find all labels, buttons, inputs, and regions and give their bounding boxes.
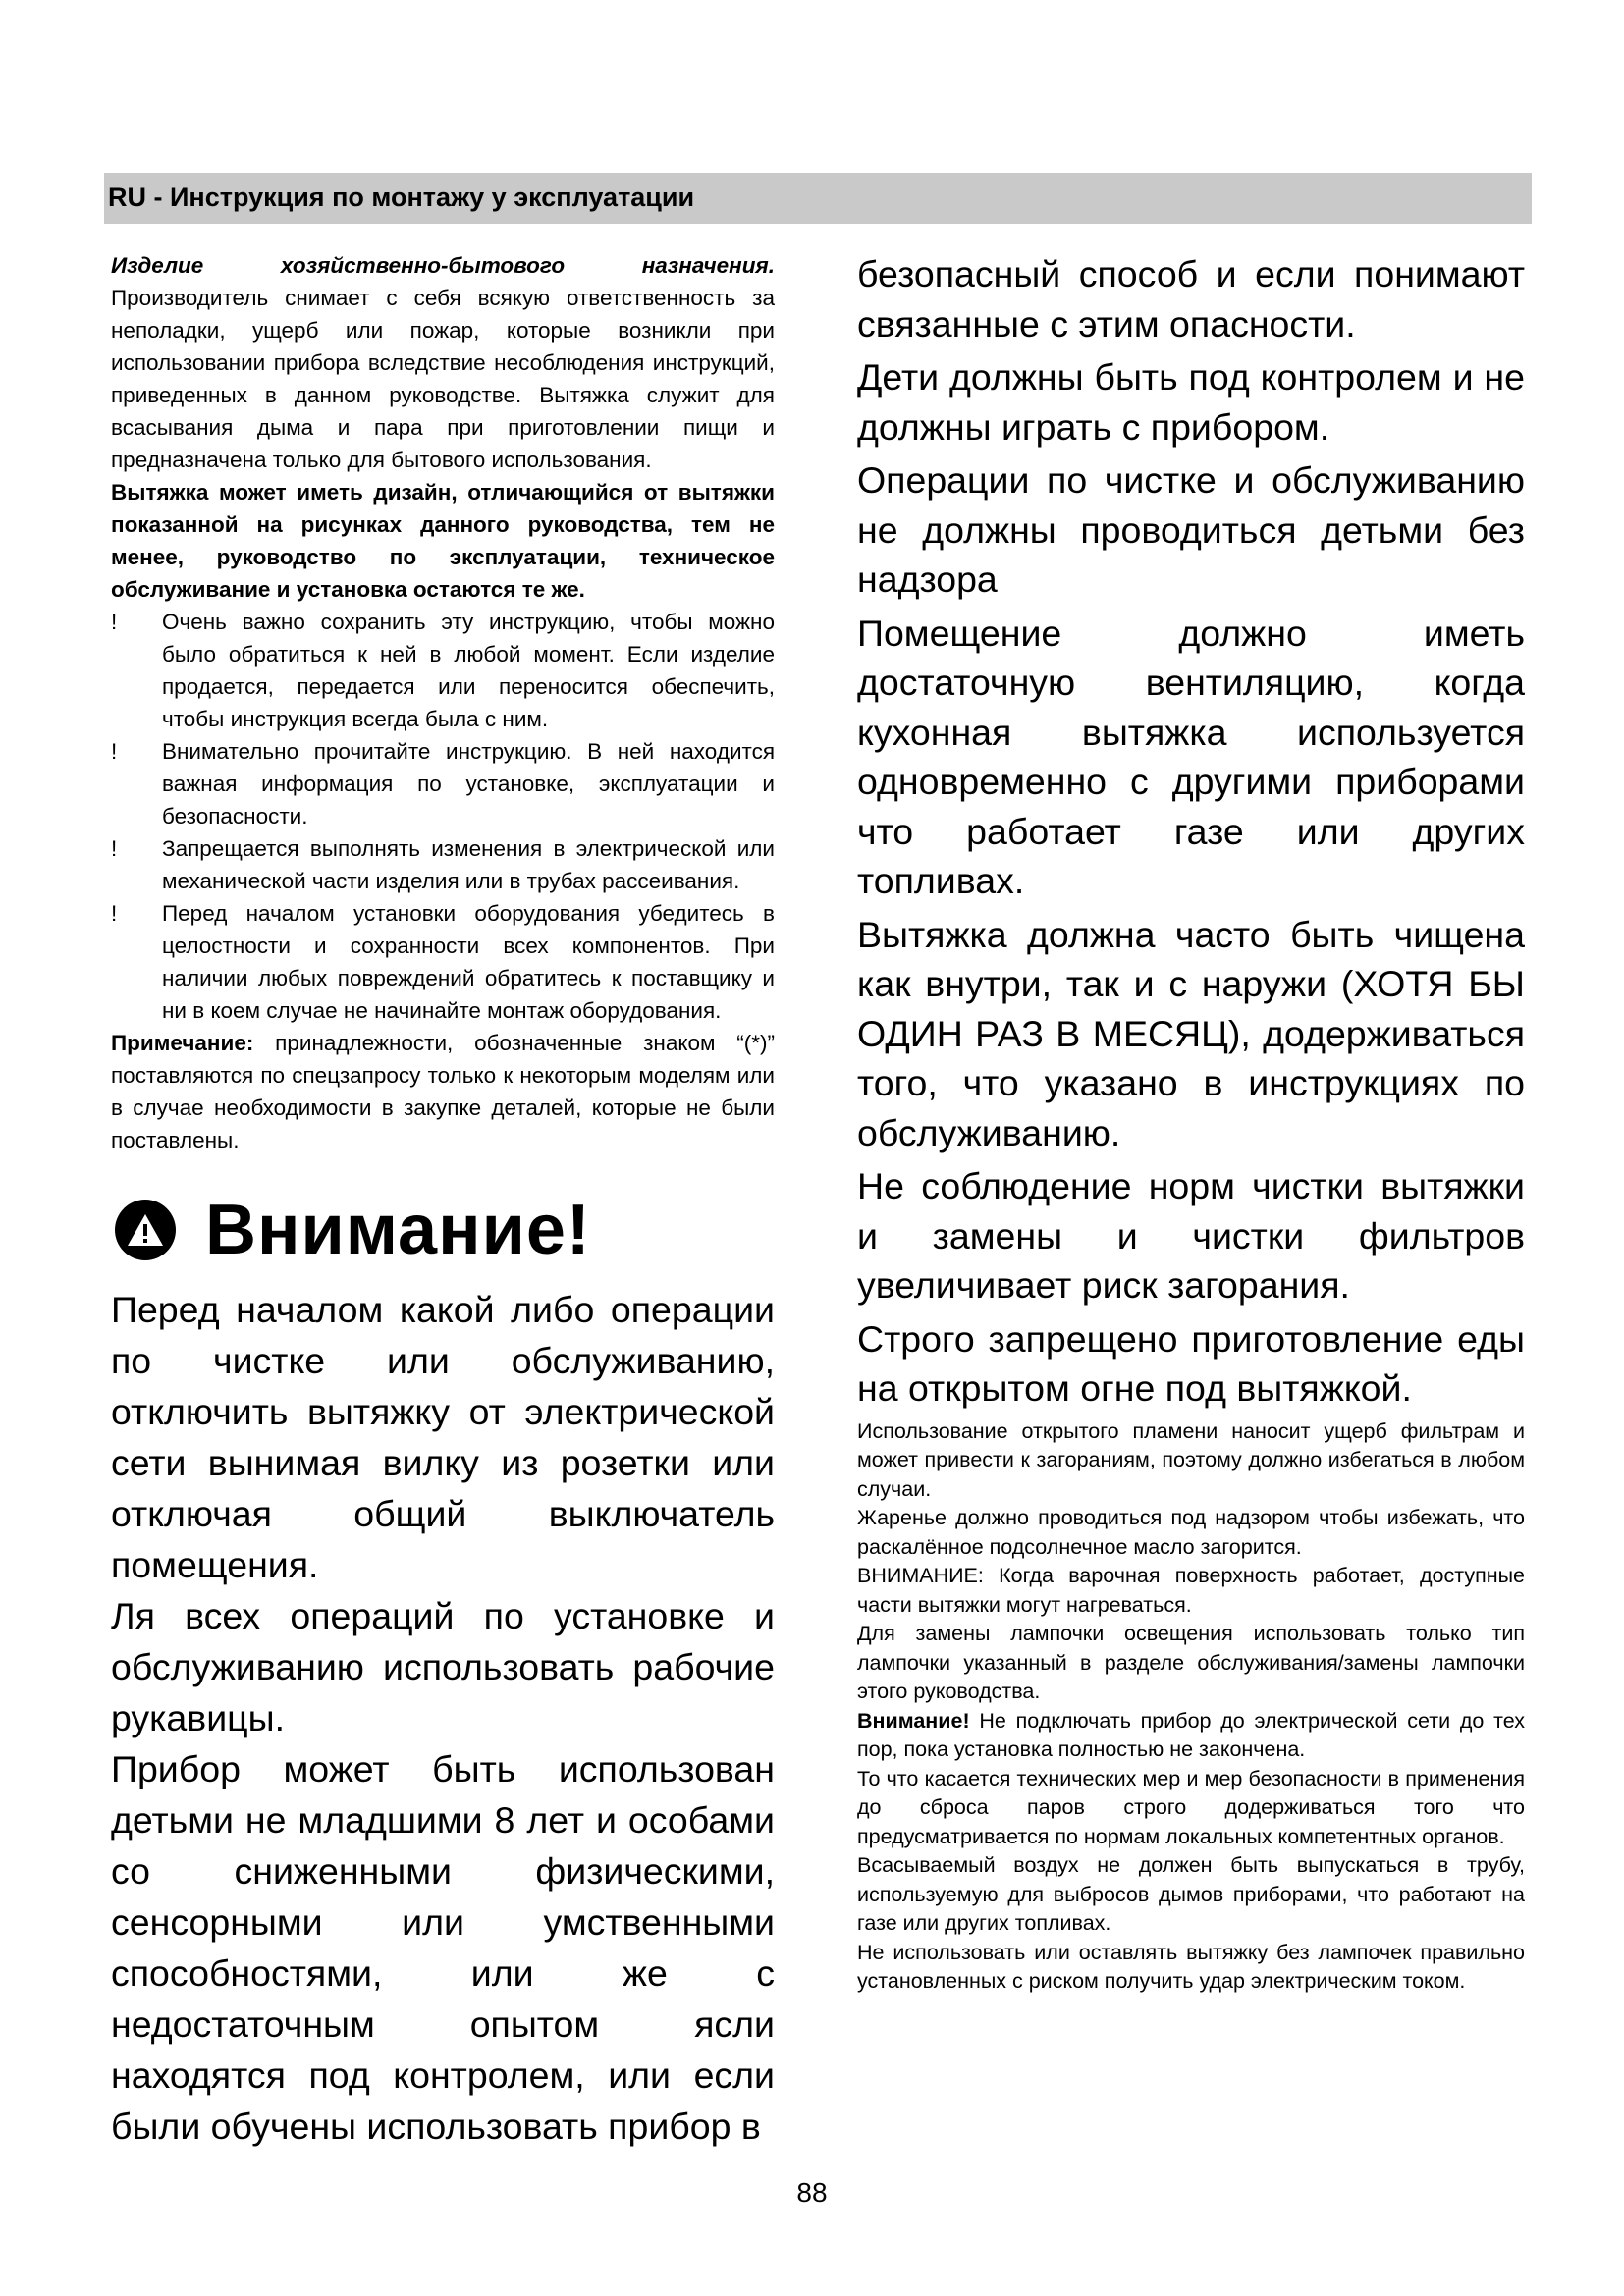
list-item [111, 606, 775, 735]
exclamation-icon: ! [111, 901, 118, 926]
page-number: 88 [796, 2177, 828, 2208]
attention-paragraph [857, 1707, 1525, 1765]
small-paragraph: Жаренье должно проводиться под надзором чтобы избежать, что раскалённое подсолнечное масло загорится. [857, 1506, 1525, 1559]
intro-paragraph [111, 249, 775, 476]
big-paragraph: Дети должны быть под контролем и не должны играть с прибором. [857, 356, 1525, 448]
attention-lead: Внимание! [857, 1708, 970, 1733]
warning-text: Внимательно прочитайте инструкцию. В ней находится важная информация по установке, эксплуатации и безопасности. [162, 739, 775, 828]
warning-text: Запрещается выполнять изменения в электрической или механической части изделия или в трубах рассеивания. [162, 836, 775, 893]
attention-title [111, 1176, 775, 1284]
big-paragraph: Не соблюдение норм чистки вытяжки и замены и чистки фильтров увеличивает риск загорания. [857, 1165, 1525, 1306]
small-paragraph: Для замены лампочки освещения использовать только тип лампочки указанный в разделе обслуживания/замены лампочки этого руководства. [857, 1622, 1525, 1703]
exclamation-icon: ! [111, 739, 118, 764]
small-paragraph: Не использовать или оставлять вытяжку без лампочек правильно установленных с риском получить удар электрическим током. [857, 1940, 1525, 1993]
big-paragraph: Ля всех операций по установке и обслуживанию использовать рабочие рукавицы. [111, 1595, 775, 1738]
note-paragraph [111, 1027, 775, 1156]
small-paragraph: Использование открытого пламени наносит ущерб фильтрам и может привести к загораниям, поэтому должно избегаться в любом случаи. [857, 1418, 1525, 1501]
big-paragraph: Прибор может быть использован детьми не младшими 8 лет и особами со сниженными физическими, сенсорными или умственными способностями, или же с недостаточным опытом ясли находятся под контролем, или если были обучены использовать прибор в [111, 1748, 775, 2147]
small-paragraph: ВНИМАНИЕ: Когда варочная поверхность работает, доступные части вытяжки могут нагреваться. [857, 1564, 1525, 1617]
big-paragraph: Вытяжка должна часто быть чищена как внутри, так и с наружи (ХОТЯ БЫ ОДИН РАЗ В МЕСЯЦ), додерживаться того, что указано в инструкциях по обслуживанию. [857, 913, 1525, 1153]
note-label: Примечание: [111, 1031, 254, 1055]
attention-text: Не подключать прибор до электрической сети до тех пор, пока установка полностью не закончена. [857, 1708, 1525, 1761]
big-paragraph: Перед началом какой либо операции по чистке или обслуживанию, отключить вытяжку от электрической сети вынимая вилку из розетки или отключая общий выключатель помещения. [111, 1289, 775, 1585]
section-header [104, 173, 1532, 224]
section-title: RU - Инструкция по монтажу у эксплуатации [108, 183, 695, 212]
exclamation-icon: ! [111, 610, 118, 634]
big-paragraph: Строго запрещено приготовление еды на открытом огне под вытяжкой. [857, 1317, 1525, 1409]
intro-lead: Изделие хозяйственно-бытового назначения. [111, 253, 775, 278]
warning-text: Перед началом установки оборудования убедитесь в целостности и сохранности всех компонентов. При наличии любых повреждений обратитесь к поставщику и ни в коем случае не начинайте монтаж оборудования. [162, 901, 775, 1023]
attention-heading: Внимание! [205, 1191, 591, 1269]
note-text: принадлежности, обозначенные знаком “(*)” поставляются по спецзапросу только к некоторым моделям или в случае необходимости в закупке деталей, которые не были поставлены. [111, 1031, 775, 1152]
big-paragraph: безопасный способ и если понимают связанные с этим опасности. [857, 253, 1525, 345]
warning-list [111, 606, 775, 1027]
big-paragraph: Операции по чистке и обслуживанию не должны проводиться детьми без надзора [857, 459, 1525, 600]
small-paragraph: То что касается технических мер и мер безопасности в применения до сброса паров строго додерживаться того что предусматривается по нормам локальных компетентных органов. [857, 1766, 1525, 1848]
list-item [111, 897, 775, 1027]
right-column [857, 249, 1525, 1997]
big-paragraph: Помещение должно иметь достаточную вентиляцию, когда кухонная вытяжка используется одновременно с другими приборами что работает газе или других топливах. [857, 612, 1525, 901]
intro-rest: Производитель снимает с себя всякую ответственность за неполадки, ущерб или пожар, которые возникли при использовании прибора вследствие несоблюдения инструкций, приведенных в данном руководстве. Вытяжка служит для всасывания дыма и пара при приготовлении пищи и предназначена только для бытового использования. [111, 286, 775, 472]
exclamation-icon: ! [111, 836, 118, 861]
left-column [111, 249, 775, 2152]
list-item [111, 832, 775, 897]
warning-text: Очень важно сохранить эту инструкцию, чтобы можно было обратиться к ней в любой момент. Если изделие продается, передается или переносится обеспечить, чтобы инструкция всегда была с ним. [162, 610, 775, 731]
list-item [111, 735, 775, 832]
warning-triangle-icon [115, 1200, 176, 1260]
design-note: Вытяжка может иметь дизайн, отличающийся от вытяжки показанной на рисунках данного руководства, тем не менее, руководство по эксплуатации, техническое обслуживание и установка остаются те же. [111, 480, 775, 602]
small-paragraph: Всасываемый воздух не должен быть выпускаться в трубу, используемую для выбросов дымов приборами, что работают на газе или других топливах. [857, 1853, 1525, 1935]
